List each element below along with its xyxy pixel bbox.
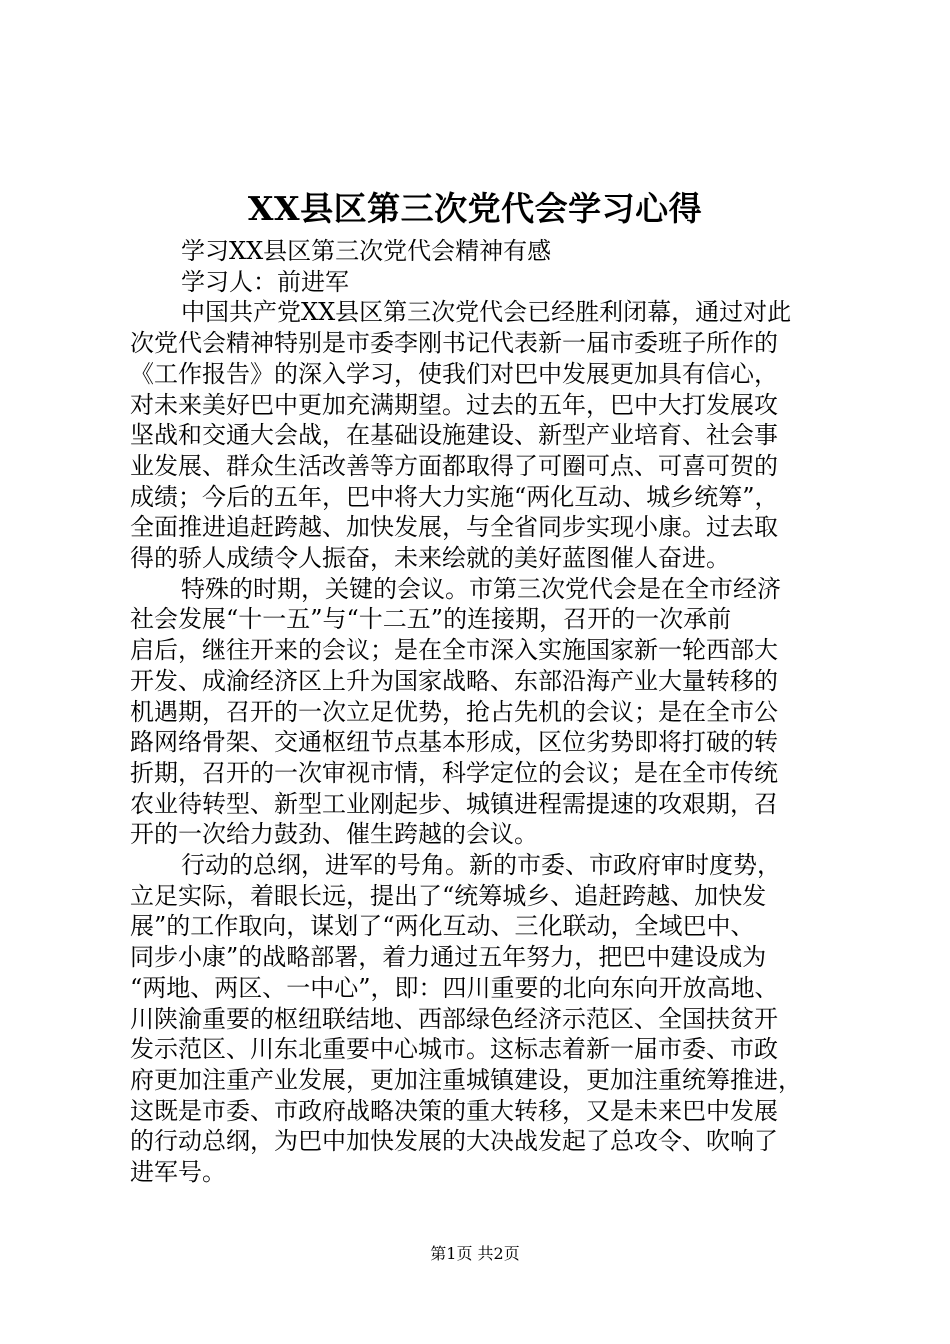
text-line: 的行动总纲，为巴中加快发展的大决战发起了总攻令、吹响了 xyxy=(130,1127,778,1156)
text-line: 业发展、群众生活改善等方面都取得了可圈可点、可喜可贺的 xyxy=(130,451,778,480)
document-title: XX县区第三次党代会学习心得 xyxy=(247,189,703,228)
text-line: 行动的总纲，进军的号角。新的市委、市政府审时度势， xyxy=(181,851,781,880)
text-line: 坚战和交通大会战，在基础设施建设、新型产业培育、社会事 xyxy=(130,421,778,450)
text-line: 折期，召开的一次审视市情，科学定位的会议；是在全市传统 xyxy=(130,758,778,787)
text-line: 社会发展“十一五”与“十二五”的连接期，召开的一次承前 xyxy=(130,605,732,634)
page-footer: 第1页 共2页 xyxy=(430,1244,520,1263)
text-line: 进军号。 xyxy=(130,1158,226,1187)
text-line: 农业待转型、新型工业刚起步、城镇进程需提速的攻艰期，召 xyxy=(130,789,778,818)
subtitle-line: 学习XX县区第三次党代会精神有感 xyxy=(181,237,552,265)
text-line: 成绩；今后的五年，巴中将大力实施“两化互动、城乡统筹”， xyxy=(130,482,779,511)
text-line: 全面推进追赶跨越、加快发展，与全省同步实现小康。过去取 xyxy=(130,513,778,542)
text-line: 展”的工作取向，谋划了“两化互动、三化联动，全域巴中、 xyxy=(130,912,755,941)
text-line: 府更加注重产业发展，更加注重城镇建设，更加注重统筹推进， xyxy=(130,1065,802,1094)
text-line: 得的骄人成绩令人振奋，未来绘就的美好蓝图催人奋进。 xyxy=(130,544,730,573)
text-line: 对未来美好巴中更加充满期望。过去的五年，巴中大打发展攻 xyxy=(130,390,778,419)
text-line: 同步小康”的战略部署，着力通过五年努力，把巴中建设成为 xyxy=(130,943,767,972)
author-line: 学习人：前进军 xyxy=(181,267,349,296)
text-line: 开的一次给力鼓劲、催生跨越的会议。 xyxy=(130,820,538,849)
text-line: “两地、两区、一中心”，即：四川重要的北向东向开放高地、 xyxy=(130,973,779,1002)
text-line: 路网络骨架、交通枢纽节点基本形成，区位劣势即将打破的转 xyxy=(130,728,778,757)
text-line: 《工作报告》的深入学习，使我们对巴中发展更加具有信心， xyxy=(130,359,778,388)
text-line: 这既是市委、市政府战略决策的重大转移，又是未来巴中发展 xyxy=(130,1096,778,1125)
text-line: 发示范区、川东北重要中心城市。这标志着新一届市委、市政 xyxy=(130,1035,778,1064)
text-line: 川陕渝重要的枢纽联结地、西部绿色经济示范区、全国扶贫开 xyxy=(130,1004,778,1033)
text-line: 特殊的时期，关键的会议。市第三次党代会是在全市经济 xyxy=(181,574,781,603)
text-line: 中国共产党XX县区第三次党代会已经胜利闭幕，通过对此 xyxy=(181,298,792,327)
text-line: 立足实际，着眼长远，提出了“统筹城乡、追赶跨越、加快发 xyxy=(130,881,767,910)
text-line: 启后，继往开来的会议；是在全市深入实施国家新一轮西部大 xyxy=(130,636,778,665)
document-body xyxy=(130,236,830,1188)
text-line: 次党代会精神特别是市委李刚书记代表新一届市委班子所作的 xyxy=(130,329,778,358)
text-line: 开发、成渝经济区上升为国家战略、东部沿海产业大量转移的 xyxy=(130,666,778,695)
text-line: 机遇期，召开的一次立足优势，抢占先机的会议；是在全市公 xyxy=(130,697,778,726)
